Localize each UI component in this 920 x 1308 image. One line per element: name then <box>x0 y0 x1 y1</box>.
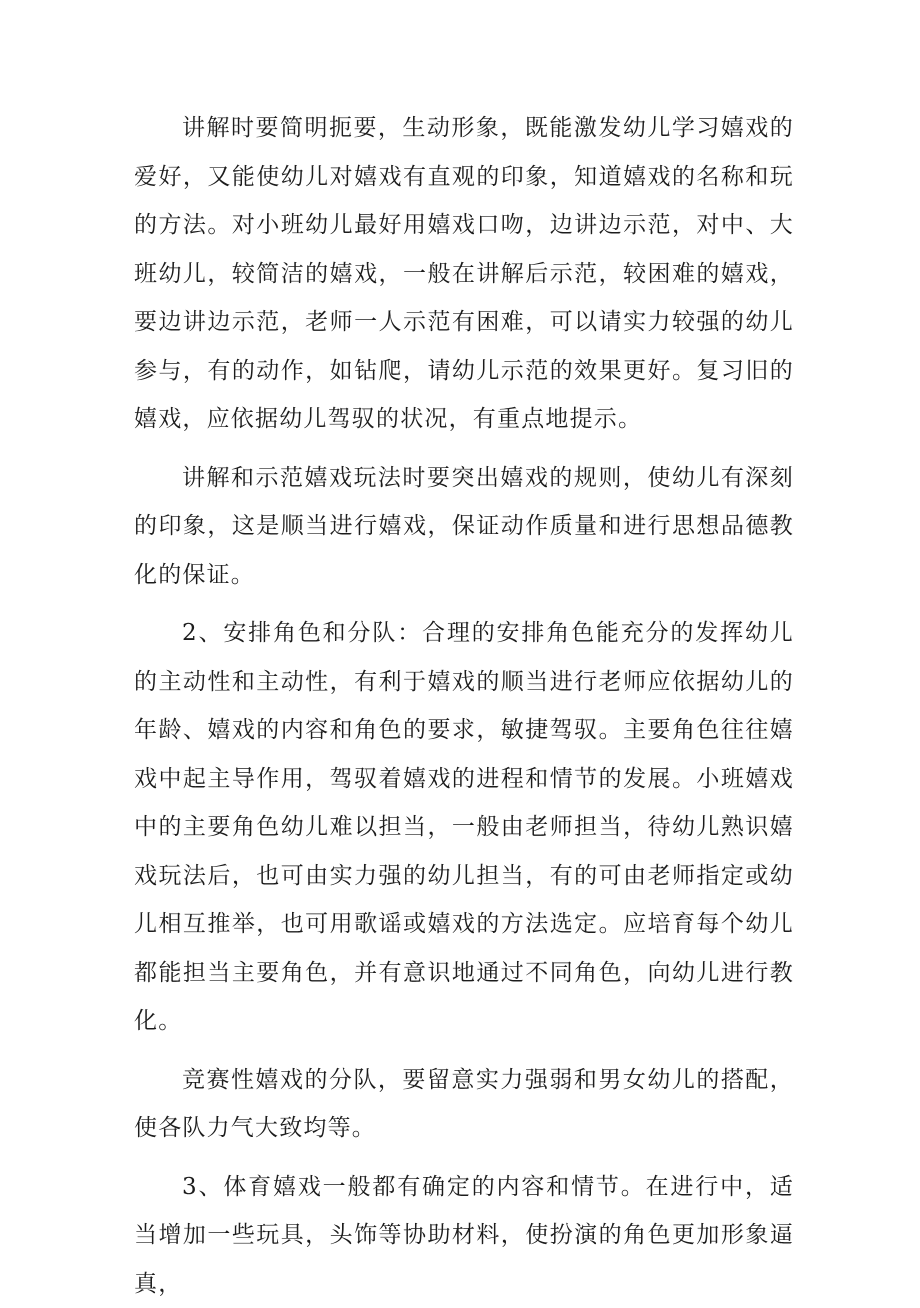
document-body <box>134 104 794 1308</box>
paragraph-explanation: 讲解时要简明扼要，生动形象，既能激发幼儿学习嬉戏的爱好，又能使幼儿对嬉戏有直观的印象，知道嬉戏的名称和玩的方法。对小班幼儿最好用嬉戏口吻，边讲边示范，对中、大班幼儿，较简洁的嬉戏，一般在讲解后示范，较困难的嬉戏，要边讲边示范，老师一人示范有困难，可以请实力较强的幼儿参与，有的动作，如钻爬，请幼儿示范的效果更好。复习旧的嬉戏，应依据幼儿驾驭的状况，有重点地提示。 <box>134 104 794 444</box>
paragraph-competition-teams: 竞赛性嬉戏的分队，要留意实力强弱和男女幼儿的搭配，使各队力气大致均等。 <box>134 1056 794 1153</box>
paragraph-content-plot: 3、体育嬉戏一般都有确定的内容和情节。在进行中，适当增加一些玩具，头饰等协助材料，使扮演的角色更加形象逼真， <box>134 1163 794 1308</box>
paragraph-rules: 讲解和示范嬉戏玩法时要突出嬉戏的规则，使幼儿有深刻的印象，这是顺当进行嬉戏，保证动作质量和进行思想品德教化的保证。 <box>134 454 794 600</box>
paragraph-roles-teams: 2、安排角色和分队：合理的安排角色能充分的发挥幼儿的主动性和主动性，有利于嬉戏的顺当进行老师应依据幼儿的年龄、嬉戏的内容和角色的要求，敏捷驾驭。主要角色往往嬉戏中起主导作用，驾驭着嬉戏的进程和情节的发展。小班嬉戏中的主要角色幼儿难以担当，一般由老师担当，待幼儿熟识嬉戏玩法后，也可由实力强的幼儿担当，有的可由老师指定或幼儿相互推举，也可用歌谣或嬉戏的方法选定。应培育每个幼儿都能担当主要角色，并有意识地通过不同角色，向幼儿进行教化。 <box>134 609 794 1046</box>
